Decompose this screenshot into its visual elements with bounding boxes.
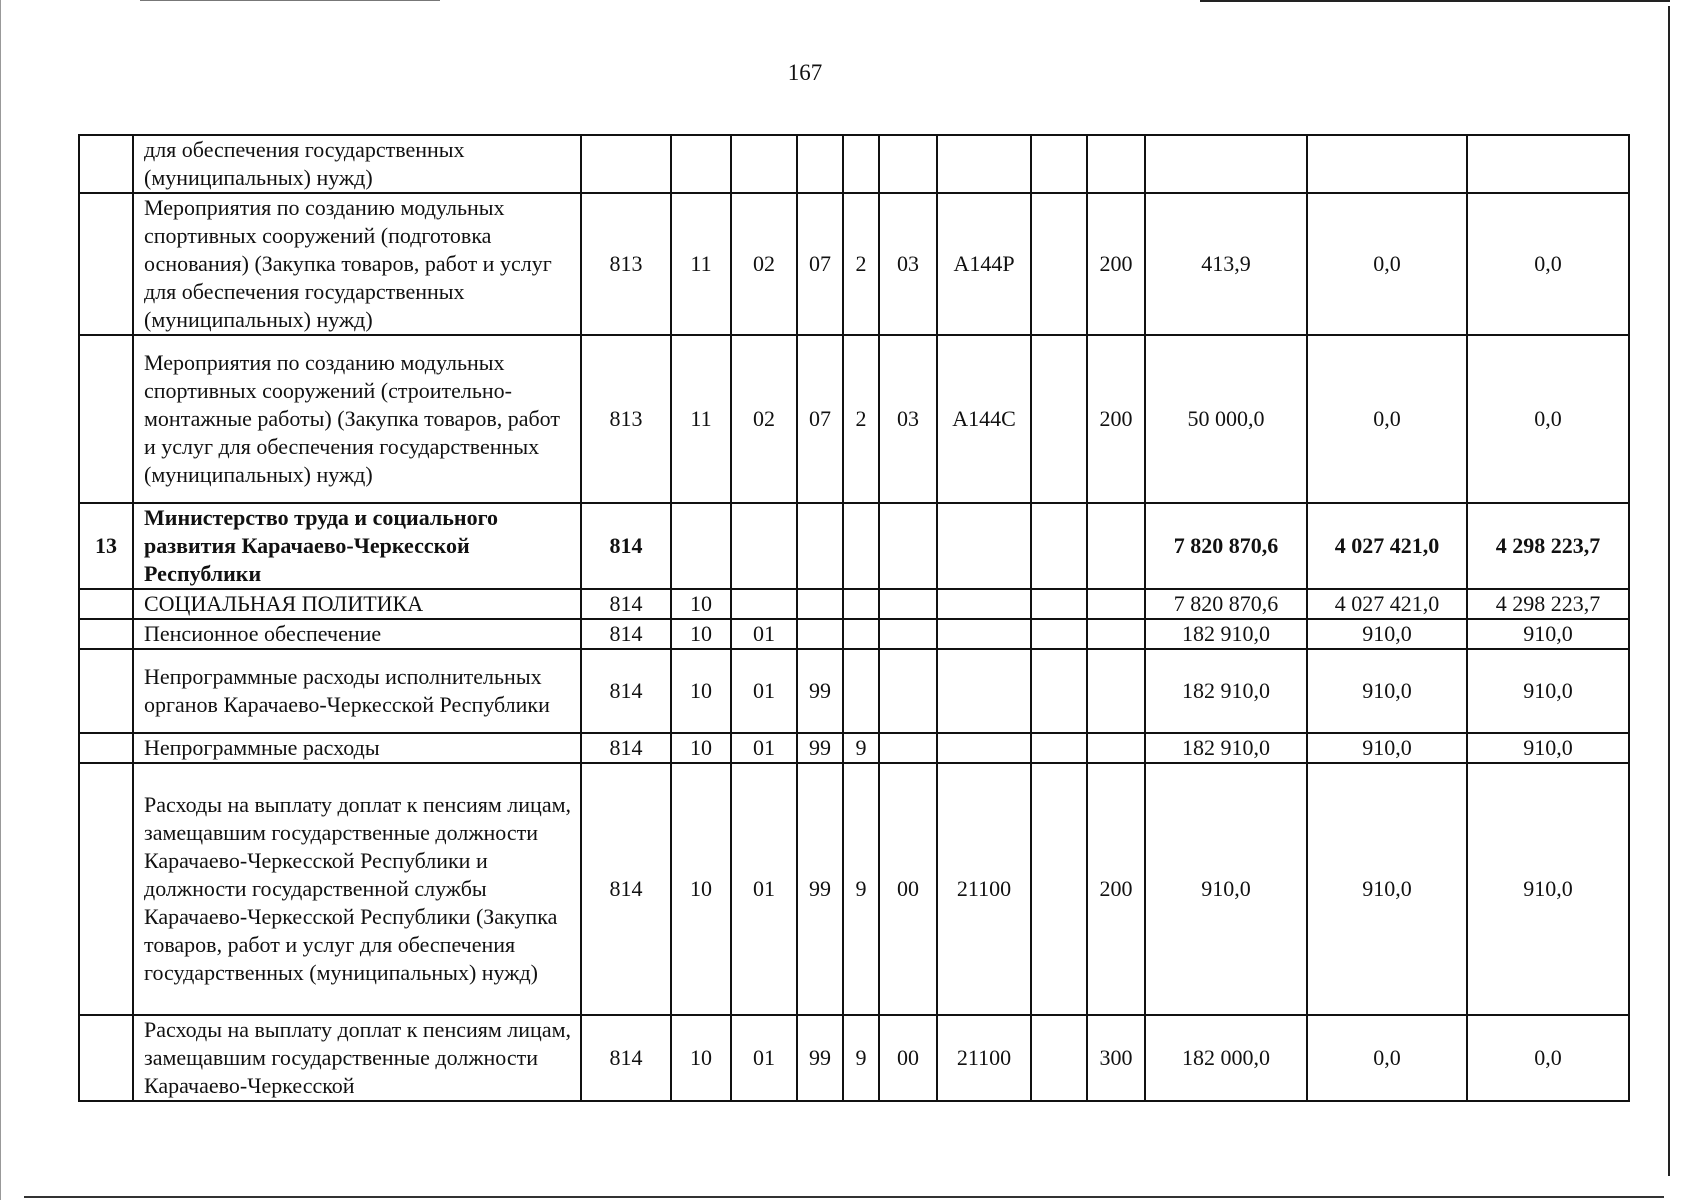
program-code: 99: [797, 763, 843, 1015]
table-row: [79, 1015, 1629, 1101]
scan-edge-bottom: [24, 1196, 1664, 1198]
subsection-code: 01: [731, 1015, 797, 1101]
row-name: Непрограммные расходы исполнительных органов Карачаево-Черкесской Республики: [133, 649, 581, 733]
sum-year-2: 910,0: [1307, 763, 1467, 1015]
sum-year-3: 4 298 223,7: [1467, 589, 1629, 619]
row-number: 13: [79, 503, 133, 589]
event-code: 03: [879, 193, 937, 335]
scan-edge-left: [0, 0, 1, 1200]
sum-year-3: 910,0: [1467, 619, 1629, 649]
direction-code: [937, 649, 1031, 733]
subsection-code: 01: [731, 649, 797, 733]
sum-year-1: 50 000,0: [1145, 335, 1307, 503]
table-row: [79, 589, 1629, 619]
sum-year-1: 7 820 870,6: [1145, 503, 1307, 589]
direction-code: [937, 503, 1031, 589]
expense-type-code: [1087, 503, 1145, 589]
section-code: 10: [671, 589, 731, 619]
row-number: [79, 619, 133, 649]
subprogram-code: [843, 589, 879, 619]
expense-type-code: 200: [1087, 193, 1145, 335]
extra-code: [1031, 763, 1087, 1015]
row-name: СОЦИАЛЬНАЯ ПОЛИТИКА: [133, 589, 581, 619]
subsection-code: 01: [731, 763, 797, 1015]
subprogram-code: [843, 619, 879, 649]
subprogram-code: 9: [843, 733, 879, 763]
sum-year-2: 0,0: [1307, 335, 1467, 503]
scan-edge-top-faint: [140, 0, 440, 1]
subsection-code: 01: [731, 733, 797, 763]
table-row: [79, 135, 1629, 193]
section-code: 11: [671, 193, 731, 335]
subsection-code: [731, 503, 797, 589]
expense-type-code: [1087, 733, 1145, 763]
table-row: [79, 619, 1629, 649]
extra-code: [1031, 649, 1087, 733]
ved-code: [581, 135, 671, 193]
extra-code: [1031, 193, 1087, 335]
row-name: для обеспечения государственных (муниципальных) нужд): [133, 135, 581, 193]
event-code: 00: [879, 1015, 937, 1101]
sum-year-1: [1145, 135, 1307, 193]
extra-code: [1031, 503, 1087, 589]
row-name: Мероприятия по созданию модульных спортивных сооружений (строительно-монтажные работы) (Закупка товаров, работ и услуг для обеспечения государственных (муниципальных) нужд): [133, 335, 581, 503]
extra-code: [1031, 335, 1087, 503]
ved-code: 813: [581, 335, 671, 503]
section-code: 10: [671, 733, 731, 763]
event-code: [879, 503, 937, 589]
subsection-code: [731, 135, 797, 193]
extra-code: [1031, 1015, 1087, 1101]
ved-code: 814: [581, 649, 671, 733]
page-number: 167: [787, 60, 823, 85]
program-code: [797, 503, 843, 589]
row-number: [79, 335, 133, 503]
program-code: [797, 619, 843, 649]
table-row: [79, 193, 1629, 335]
direction-code: [937, 589, 1031, 619]
sum-year-3: [1467, 135, 1629, 193]
subprogram-code: 9: [843, 1015, 879, 1101]
ved-code: 814: [581, 1015, 671, 1101]
event-code: 00: [879, 763, 937, 1015]
table-row: [79, 649, 1629, 733]
row-name: Мероприятия по созданию модульных спортивных сооружений (подготовка основания) (Закупка товаров, работ и услуг для обеспечения государственных (муниципальных) нужд): [133, 193, 581, 335]
section-code: 10: [671, 763, 731, 1015]
event-code: [879, 733, 937, 763]
subprogram-code: [843, 135, 879, 193]
subprogram-code: 2: [843, 193, 879, 335]
table-row: [79, 335, 1629, 503]
section-code: 10: [671, 649, 731, 733]
table-row: [79, 503, 1629, 589]
direction-code: [937, 135, 1031, 193]
sum-year-3: 910,0: [1467, 763, 1629, 1015]
sum-year-2: 4 027 421,0: [1307, 503, 1467, 589]
subsection-code: 01: [731, 619, 797, 649]
ved-code: 813: [581, 193, 671, 335]
expense-type-code: 200: [1087, 763, 1145, 1015]
subprogram-code: 2: [843, 335, 879, 503]
section-code: [671, 135, 731, 193]
row-number: [79, 193, 133, 335]
section-code: 11: [671, 335, 731, 503]
program-code: 99: [797, 1015, 843, 1101]
subprogram-code: [843, 649, 879, 733]
extra-code: [1031, 135, 1087, 193]
expense-type-code: [1087, 649, 1145, 733]
section-code: [671, 503, 731, 589]
event-code: [879, 649, 937, 733]
sum-year-2: 910,0: [1307, 649, 1467, 733]
direction-code: [937, 733, 1031, 763]
sum-year-1: 182 910,0: [1145, 733, 1307, 763]
subsection-code: 02: [731, 335, 797, 503]
sum-year-3: 910,0: [1467, 649, 1629, 733]
row-name: Расходы на выплату доплат к пенсиям лицам, замещавшим государственные должности Карачаево-Черкесской Республики и должности государственной службы Карачаево-Черкесской Республики (Закупка товаров, работ и услуг для обеспечения государственных (муниципальных) нужд): [133, 763, 581, 1015]
expense-type-code: 300: [1087, 1015, 1145, 1101]
expense-type-code: [1087, 589, 1145, 619]
row-number: [79, 763, 133, 1015]
direction-code: 21100: [937, 763, 1031, 1015]
program-code: [797, 589, 843, 619]
sum-year-2: 0,0: [1307, 1015, 1467, 1101]
event-code: 03: [879, 335, 937, 503]
sum-year-2: 910,0: [1307, 619, 1467, 649]
row-number: [79, 649, 133, 733]
sum-year-3: 910,0: [1467, 733, 1629, 763]
sum-year-1: 182 910,0: [1145, 619, 1307, 649]
row-name: Министерство труда и социального развития Карачаево-Черкесской Республики: [133, 503, 581, 589]
program-code: [797, 135, 843, 193]
row-name: Пенсионное обеспечение: [133, 619, 581, 649]
budget-table: [78, 134, 1630, 1102]
sum-year-1: 413,9: [1145, 193, 1307, 335]
row-name: Расходы на выплату доплат к пенсиям лицам, замещавшим государственные должности Карачаево-Черкесской: [133, 1015, 581, 1101]
direction-code: А144С: [937, 335, 1031, 503]
extra-code: [1031, 619, 1087, 649]
ved-code: 814: [581, 619, 671, 649]
expense-type-code: [1087, 619, 1145, 649]
sum-year-3: 0,0: [1467, 1015, 1629, 1101]
event-code: [879, 589, 937, 619]
sum-year-2: 4 027 421,0: [1307, 589, 1467, 619]
sum-year-1: 910,0: [1145, 763, 1307, 1015]
row-name: Непрограммные расходы: [133, 733, 581, 763]
ved-code: 814: [581, 733, 671, 763]
event-code: [879, 135, 937, 193]
sum-year-1: 182 000,0: [1145, 1015, 1307, 1101]
direction-code: [937, 619, 1031, 649]
extra-code: [1031, 589, 1087, 619]
section-code: 10: [671, 619, 731, 649]
program-code: 07: [797, 335, 843, 503]
table-row: [79, 733, 1629, 763]
expense-type-code: [1087, 135, 1145, 193]
sum-year-3: 0,0: [1467, 335, 1629, 503]
sum-year-3: 4 298 223,7: [1467, 503, 1629, 589]
expense-type-code: 200: [1087, 335, 1145, 503]
direction-code: А144Р: [937, 193, 1031, 335]
row-number: [79, 589, 133, 619]
sum-year-1: 7 820 870,6: [1145, 589, 1307, 619]
ved-code: 814: [581, 589, 671, 619]
subsection-code: [731, 589, 797, 619]
row-number: [79, 733, 133, 763]
scan-edge-top: [1200, 0, 1670, 2]
subprogram-code: [843, 503, 879, 589]
scan-edge-right: [1668, 6, 1670, 1176]
event-code: [879, 619, 937, 649]
subsection-code: 02: [731, 193, 797, 335]
ved-code: 814: [581, 763, 671, 1015]
ved-code: 814: [581, 503, 671, 589]
program-code: 99: [797, 733, 843, 763]
direction-code: 21100: [937, 1015, 1031, 1101]
sum-year-2: 910,0: [1307, 733, 1467, 763]
subprogram-code: 9: [843, 763, 879, 1015]
row-number: [79, 1015, 133, 1101]
sum-year-3: 0,0: [1467, 193, 1629, 335]
sum-year-2: 0,0: [1307, 193, 1467, 335]
sum-year-1: 182 910,0: [1145, 649, 1307, 733]
program-code: 99: [797, 649, 843, 733]
sum-year-2: [1307, 135, 1467, 193]
program-code: 07: [797, 193, 843, 335]
row-number: [79, 135, 133, 193]
section-code: 10: [671, 1015, 731, 1101]
table-row: [79, 763, 1629, 1015]
extra-code: [1031, 733, 1087, 763]
